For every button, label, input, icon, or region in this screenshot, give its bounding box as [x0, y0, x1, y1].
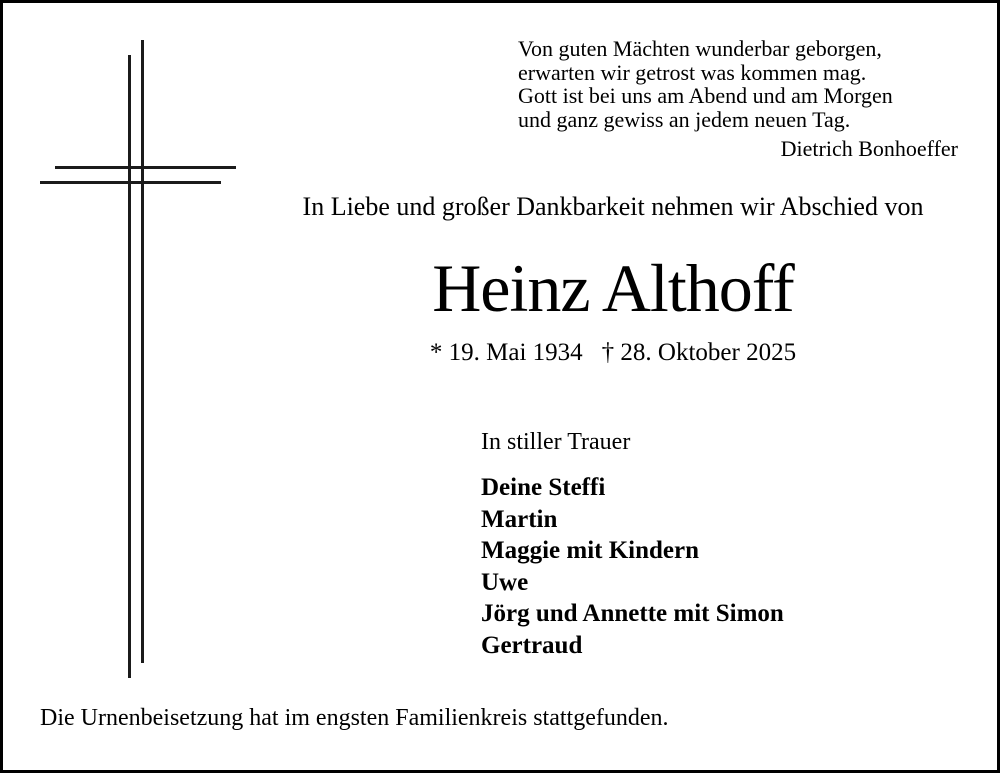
cross-vertical-line-left — [128, 55, 131, 678]
family-member: Gertraud — [481, 631, 583, 659]
death-date: † 28. Oktober 2025 — [601, 339, 797, 366]
family-member: Deine Steffi — [481, 474, 606, 501]
burial-notice: Die Urnenbeisetzung hat im engsten Familienkreis stattgefunden. — [40, 705, 669, 731]
poem-attribution: Dietrich Bonhoeffer — [780, 136, 958, 161]
family-member: Martin — [481, 505, 558, 533]
deceased-name: Heinz Althoff — [432, 250, 794, 326]
cross-horizontal-line-upper — [55, 166, 236, 169]
family-member: Uwe — [481, 568, 529, 596]
poem-line: Von guten Mächten wunderbar geborgen, — [518, 36, 882, 61]
cross-horizontal-line-lower — [40, 181, 221, 184]
mourning-heading: In stiller Trauer — [481, 429, 631, 455]
poem-block — [518, 37, 958, 161]
family-member: Jörg und Annette mit Simon — [481, 600, 784, 627]
cross-vertical-line-right — [141, 40, 144, 663]
life-dates — [213, 339, 1000, 367]
poem-line: Gott ist bei uns am Abend und am Morgen — [518, 83, 893, 108]
farewell-intro: In Liebe und großer Dankbarkeit nehmen wir Abschied von — [302, 192, 924, 221]
family-member: Maggie mit Kindern — [481, 537, 700, 564]
poem-line: und ganz gewiss an jedem neuen Tag. — [518, 106, 851, 132]
family-list — [481, 472, 784, 661]
birth-date: * 19. Mai 1934 — [429, 339, 583, 366]
poem-line: erwarten wir getrost was kommen mag. — [518, 59, 867, 85]
